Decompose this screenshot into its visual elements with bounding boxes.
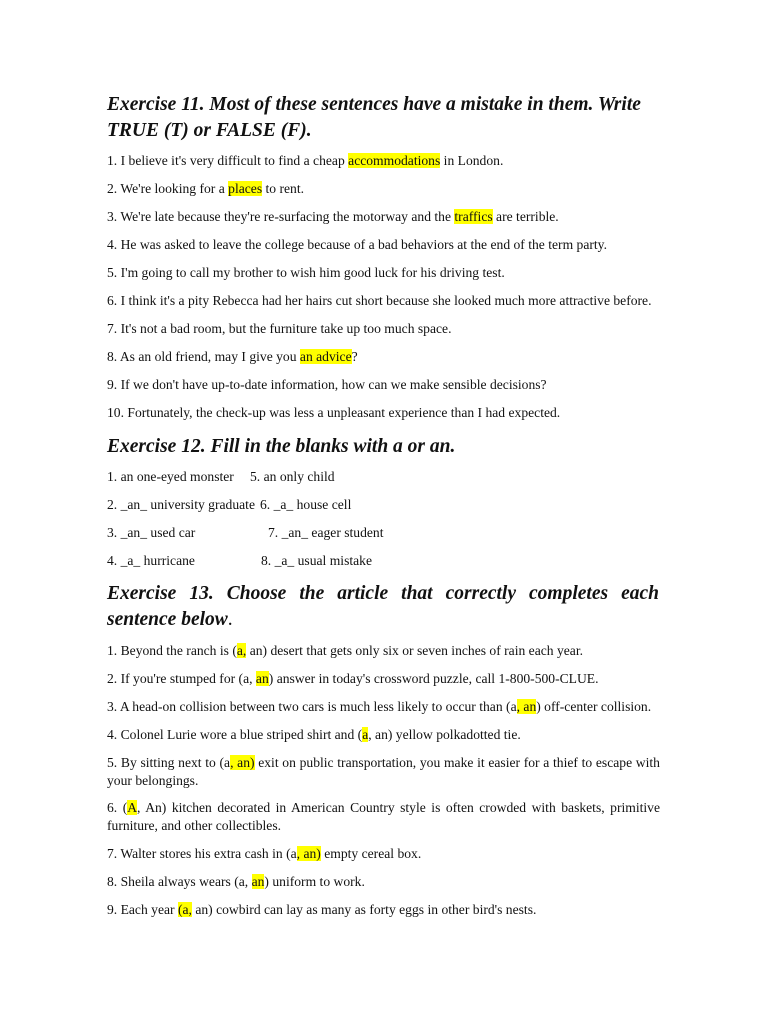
exercise-12-title: Exercise 12. Fill in the blanks with a or an. [107,436,456,457]
highlight: traffics [454,209,493,224]
ex12-item-left: 4. _a_ hurricane [107,553,195,568]
ex12-item-left: 1. an one-eyed monster [107,469,234,484]
ex12-item-left: 3. _an_ used car [107,525,196,540]
highlight: , an) [230,755,255,770]
ex13-item-4: 4. Colonel Lurie wore a blue striped shirt and (a, an) yellow polkadotted tie. [107,727,521,742]
ex11-item-9: 9. If we don't have up-to-date information, how can we make sensible decisions? [107,377,547,392]
ex12-item-right: 5. an only child [250,469,335,484]
ex12-item-right: 6. _a_ house cell [260,497,352,512]
highlight: A [127,800,138,815]
ex11-item-8: 8. As an old friend, may I give you an advice? [107,349,358,364]
ex12-row-3 [107,524,660,542]
ex13-item-8: 8. Sheila always wears (a, an) uniform to work. [107,874,365,889]
ex11-item-7: 7. It's not a bad room, but the furniture take up too much space. [107,321,452,336]
ex12-row-1 [107,468,660,486]
ex13-item-2: 2. If you're stumped for (a, an) answer in today's crossword puzzle, call 1-800-500-CLUE. [107,671,599,686]
highlight: an [255,671,269,686]
ex13-item-9: 9. Each year (a, an) cowbird can lay as many as forty eggs in other bird's nests. [107,902,537,917]
ex11-item-4: 4. He was asked to leave the college because of a bad behaviors at the end of the term party. [107,237,607,252]
ex11-item-6: 6. I think it's a pity Rebecca had her hairs cut short because she looked much more attractive before. [107,293,652,308]
ex13-item-6: 6. (A, An) kitchen decorated in American Country style is often crowded with baskets, primitive furniture, and other collectibles. [107,800,660,833]
ex12-item-right: 7. _an_ eager student [268,525,384,540]
ex12-row-2 [107,496,660,514]
highlight: an advice [299,349,352,364]
exercise-11-title: Exercise 11. Most of these sentences have a mistake in them. Write TRUE (T) or FALSE (F). [107,94,641,141]
ex13-item-7: 7. Walter stores his extra cash in (a, an) empty cereal box. [107,846,422,861]
exercise-13-title: Exercise 13. Choose the article that correctly completes each sentence below. [107,583,659,630]
ex11-item-2: 2. We're looking for a places to rent. [107,181,305,196]
highlight: a [362,727,369,742]
ex11-item-5: 5. I'm going to call my brother to wish him good luck for his driving test. [107,265,505,280]
ex12-item-left: 2. _an_ university graduate [107,497,255,512]
highlight: places [228,181,263,196]
highlight: a, [236,643,247,658]
ex11-item-1: 1. I believe it's very difficult to find a cheap accommodations in London. [107,153,504,168]
ex13-item-5: 5. By sitting next to (a, an) exit on public transportation, you make it easier for a thief to escape with your belongings. [107,755,660,788]
ex11-item-10: 10. Fortunately, the check-up was less a unpleasant experience than I had expected. [107,405,561,420]
highlight: , an) [296,846,321,861]
ex13-item-3: 3. A head-on collision between two cars is much less likely to occur than (a, an) off-center collision. [107,699,652,714]
ex12-item-right: 8. _a_ usual mistake [261,553,372,568]
ex12-row-4 [107,552,660,570]
ex13-item-1: 1. Beyond the ranch is (a, an) desert that gets only six or seven inches of rain each year. [107,643,584,658]
highlight: an [251,874,265,889]
ex11-item-3: 3. We're late because they're re-surfacing the motorway and the traffics are terrible. [107,209,559,224]
highlight: (a, [177,902,192,917]
highlight: , an [516,699,537,714]
highlight: accommodations [348,153,441,168]
